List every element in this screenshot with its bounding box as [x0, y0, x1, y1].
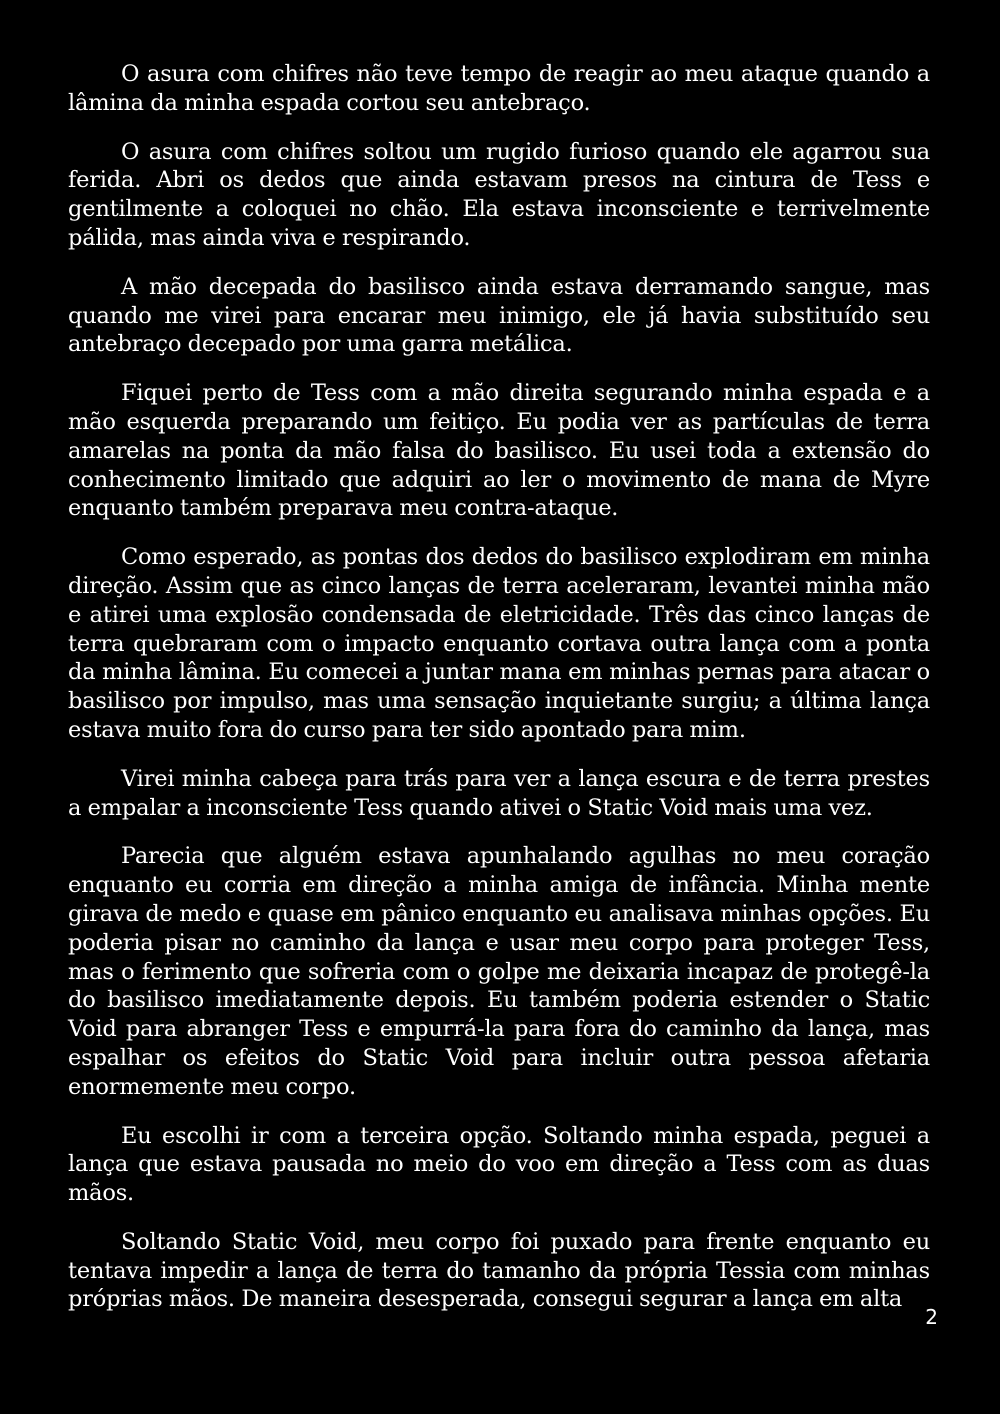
paragraph-7: Parecia que alguém estava apunhalando agulhas no meu coração enquanto eu corria em direção a minha amiga de infância. Minha mente girava de medo e quase em pânico enquanto eu analisava minhas opções. Eu poderia pisar no caminho da lança e usar meu corpo para proteger Tess, mas o ferimento que sofreria com o golpe me deixaria incapaz de protegê-la do basilisco imediatamente depois. Eu também poderia estender o Static Void para abranger Tess e empurrá-la para fora do caminho da lança, mas espalhar os efeitos do Static Void para incluir outra pessoa afetaria enormemente meu corpo.	[68, 843, 930, 1100]
page-number: 2	[925, 1305, 938, 1329]
paragraph-1: O asura com chifres não teve tempo de reagir ao meu ataque quando a lâmina da minha espada cortou seu antebraço.	[68, 61, 930, 116]
paragraph-4: Fiquei perto de Tess com a mão direita segurando minha espada e a mão esquerda preparando um feitiço. Eu podia ver as partículas de terra amarelas na ponta da mão falsa do basilisco. Eu usei toda a extensão do conhecimento limitado que adquiri ao ler o movimento de mana de Myre enquanto também preparava meu contra-ataque.	[68, 380, 930, 522]
paragraph-8: Eu escolhi ir com a terceira opção. Soltando minha espada, peguei a lança que estava pausada no meio do voo em direção a Tess com as duas mãos.	[68, 1122, 930, 1207]
paragraph-3: A mão decepada do basilisco ainda estava derramando sangue, mas quando me virei para encarar meu inimigo, ele já havia substituído seu antebraço decepado por uma garra metálica.	[68, 273, 930, 358]
paragraph-9: Soltando Static Void, meu corpo foi puxado para frente enquanto eu tentava impedir a lança de terra do tamanho da própria Tessia com minhas próprias mãos. De maneira desesperada, consegui segurar a lança em alta	[68, 1228, 930, 1313]
paragraph-6: Virei minha cabeça para trás para ver a lança escura e de terra prestes a empalar a inconsciente Tess quando ativei o Static Void mais uma vez.	[68, 765, 930, 821]
paragraph-2: O asura com chifres soltou um rugido furioso quando ele agarrou sua ferida. Abri os dedos que ainda estavam presos na cintura de Tess e gentilmente a coloquei no chão. Ela estava inconsciente e terrivelmente pálida, mas ainda viva e respirando.	[68, 138, 930, 251]
paragraph-5: Como esperado, as pontas dos dedos do basilisco explodiram em minha direção. Assim que as cinco lanças de terra aceleraram, levantei minha mão e atirei uma explosão condensada de eletricidade. Três das cinco lanças de terra quebraram com o impacto enquanto cortava outra lança com a ponta da minha lâmina. Eu comecei a juntar mana em minhas pernas para atacar o basilisco por impulso, mas uma sensação inquietante surgiu; a última lança estava muito fora do curso para ter sido apontado para mim.	[68, 544, 930, 743]
body-text	[68, 60, 930, 1334]
